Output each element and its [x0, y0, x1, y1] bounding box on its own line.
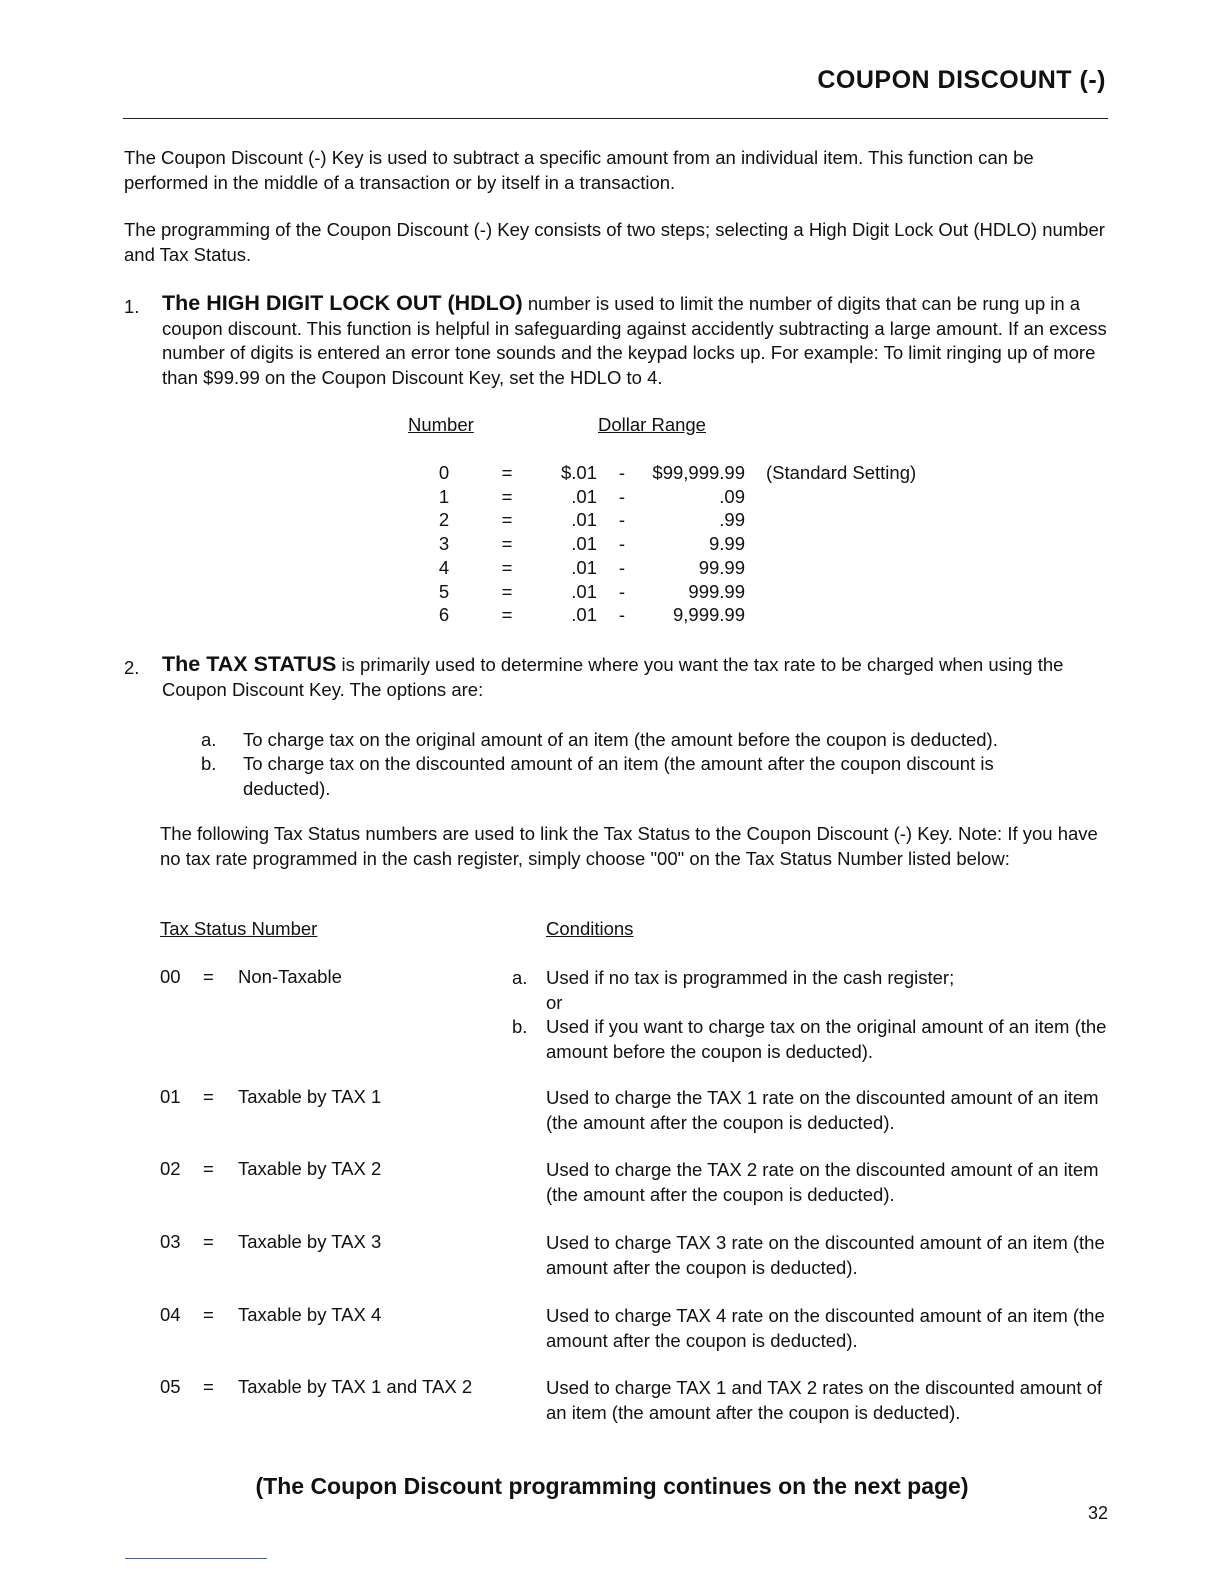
- option-a-text: To charge tax on the original amount of an item (the amount before the coupon is deducted).: [243, 729, 998, 750]
- hdlo-range-from: .01: [571, 556, 597, 578]
- hdlo-range-from: .01: [571, 509, 597, 531]
- tax-status-equals: =: [203, 1231, 214, 1252]
- hdlo-equals: =: [501, 509, 513, 531]
- condition-label: b.: [512, 1016, 528, 1037]
- tax-col-conditions: Conditions: [546, 918, 634, 939]
- tax-col-status: Tax Status Number: [160, 918, 318, 939]
- page-number: 32: [1087, 1503, 1108, 1523]
- condition-text: Used if you want to charge tax on the original amount of an item (the amount before the coupon is deducted).: [546, 1016, 1107, 1062]
- hdlo-equals: =: [501, 556, 513, 578]
- condition-text: Used to charge TAX 3 rate on the discounted amount of an item (the amount after the coupon is deducted).: [546, 1232, 1105, 1278]
- section-1-number: 1.: [124, 296, 140, 317]
- hdlo-equals: =: [501, 604, 513, 626]
- tax-status-note: The following Tax Status numbers are used to link the Tax Status to the Coupon Discount (-) Key. Note: If you have no tax rate programmed in the cash register, simply choose "00" on the Tax Status Number listed below:: [160, 823, 1098, 869]
- hdlo-range-to: .09: [719, 485, 745, 507]
- hdlo-equals: =: [501, 485, 513, 507]
- section-1-paragraph: [162, 291, 1108, 390]
- hdlo-number: 1: [438, 485, 450, 507]
- option-a-label: a.: [201, 729, 217, 750]
- decorative-line: [125, 1558, 267, 1559]
- intro-paragraph-2: The programming of the Coupon Discount (-) Key consists of two steps; selecting a High Digit Lock Out (HDLO) number and Tax Status.: [124, 219, 1105, 265]
- section-2-number: 2.: [124, 657, 140, 678]
- tax-status-description: Taxable by TAX 1 and TAX 2: [238, 1376, 473, 1397]
- tax-status-code: 02: [160, 1158, 181, 1179]
- section-2-paragraph: [162, 652, 1108, 702]
- tax-status-equals: =: [203, 966, 214, 987]
- hdlo-note: (Standard Setting): [766, 462, 917, 483]
- tax-status-code: 05: [160, 1376, 181, 1397]
- hdlo-range-dash: -: [618, 580, 626, 602]
- condition-text: Used to charge the TAX 2 rate on the discounted amount of an item (the amount after the coupon is deducted).: [546, 1159, 1099, 1205]
- hdlo-equals: =: [501, 580, 513, 602]
- condition-text: Used to charge TAX 1 and TAX 2 rates on the discounted amount of an item (the amount after the coupon is deducted).: [546, 1377, 1103, 1423]
- hdlo-range-from: $.01: [560, 462, 597, 483]
- tax-status-code: 03: [160, 1231, 181, 1252]
- tax-status-equals: =: [203, 1158, 214, 1179]
- page-title: COUPON DISCOUNT (-): [817, 66, 1106, 94]
- hdlo-range-to: .99: [719, 509, 745, 531]
- hdlo-range-dash: -: [618, 604, 626, 626]
- hdlo-range-dash: -: [618, 533, 626, 555]
- hdlo-range-from: .01: [571, 533, 597, 555]
- hdlo-range-dash: -: [618, 509, 626, 531]
- hdlo-range-from: .01: [571, 604, 597, 626]
- section-1-lead: The HIGH DIGIT LOCK OUT (HDLO): [162, 291, 523, 315]
- tax-status-description: Taxable by TAX 1: [238, 1086, 382, 1107]
- condition-label: a.: [512, 967, 528, 988]
- hdlo-number: 2: [438, 509, 450, 531]
- section-2-lead: The TAX STATUS: [162, 652, 337, 676]
- condition-text: or: [546, 991, 563, 1013]
- hdlo-number: 6: [438, 604, 450, 626]
- option-b-text: To charge tax on the discounted amount of an item (the amount after the coupon discount is deducted).: [243, 753, 994, 799]
- tax-status-equals: =: [203, 1086, 214, 1107]
- tax-status-description: Taxable by TAX 3: [238, 1231, 382, 1252]
- hdlo-range-dash: -: [618, 462, 626, 483]
- hdlo-number: 3: [438, 533, 450, 555]
- hdlo-range-dash: -: [618, 556, 626, 578]
- hdlo-range-dash: -: [618, 485, 626, 507]
- tax-status-description: Taxable by TAX 2: [238, 1158, 382, 1179]
- condition-text: Used to charge TAX 4 rate on the discounted amount of an item (the amount after the coupon is deducted).: [546, 1305, 1105, 1351]
- hdlo-range-to: 9.99: [708, 533, 745, 555]
- hdlo-range-to: $99,999.99: [652, 462, 745, 483]
- hdlo-range-to: 999.99: [688, 580, 745, 602]
- tax-status-equals: =: [203, 1304, 214, 1325]
- tax-status-code: 04: [160, 1304, 181, 1325]
- hdlo-equals: =: [501, 533, 513, 555]
- tax-status-code: 01: [160, 1086, 181, 1107]
- condition-text: Used to charge the TAX 1 rate on the discounted amount of an item (the amount after the coupon is deducted).: [546, 1087, 1099, 1133]
- hdlo-number: 5: [438, 580, 450, 602]
- tax-status-equals: =: [203, 1376, 214, 1397]
- hdlo-range-to: 99.99: [698, 556, 745, 578]
- hdlo-equals: =: [501, 462, 513, 483]
- hdlo-range-from: .01: [571, 580, 597, 602]
- tax-status-code: 00: [160, 966, 181, 987]
- hdlo-range-from: .01: [571, 485, 597, 507]
- intro-paragraph-1: The Coupon Discount (-) Key is used to subtract a specific amount from an individual item. This function can be performed in the middle of a transaction or by itself in a transaction.: [124, 147, 1034, 193]
- hdlo-col-range: Dollar Range: [598, 414, 706, 435]
- tax-status-description: Non-Taxable: [238, 966, 342, 987]
- section-2-text: is primarily used to determine where you want the tax rate to be charged when using the Coupon Discount Key. The options are:: [162, 654, 1064, 700]
- option-b-label: b.: [201, 753, 217, 774]
- title-rule: [123, 118, 1108, 119]
- hdlo-range-to: 9,999.99: [672, 604, 745, 626]
- condition-text: Used if no tax is programmed in the cash register;: [546, 967, 955, 988]
- tax-status-description: Taxable by TAX 4: [238, 1304, 382, 1325]
- hdlo-number: 0: [438, 462, 450, 483]
- continued-note: (The Coupon Discount programming continues on the next page): [255, 1473, 969, 1499]
- hdlo-number: 4: [438, 556, 450, 578]
- hdlo-col-number: Number: [408, 414, 474, 435]
- section-1-text: number is used to limit the number of digits that can be rung up in a coupon discount. This function is helpful in safeguarding against accidently subtracting a large amount. If an excess number of digits is entered an error tone sounds and the keypad locks up. For example: To limit ringing up of more than $99.99 on the Coupon Discount Key, set the HDLO to 4.: [162, 293, 1107, 388]
